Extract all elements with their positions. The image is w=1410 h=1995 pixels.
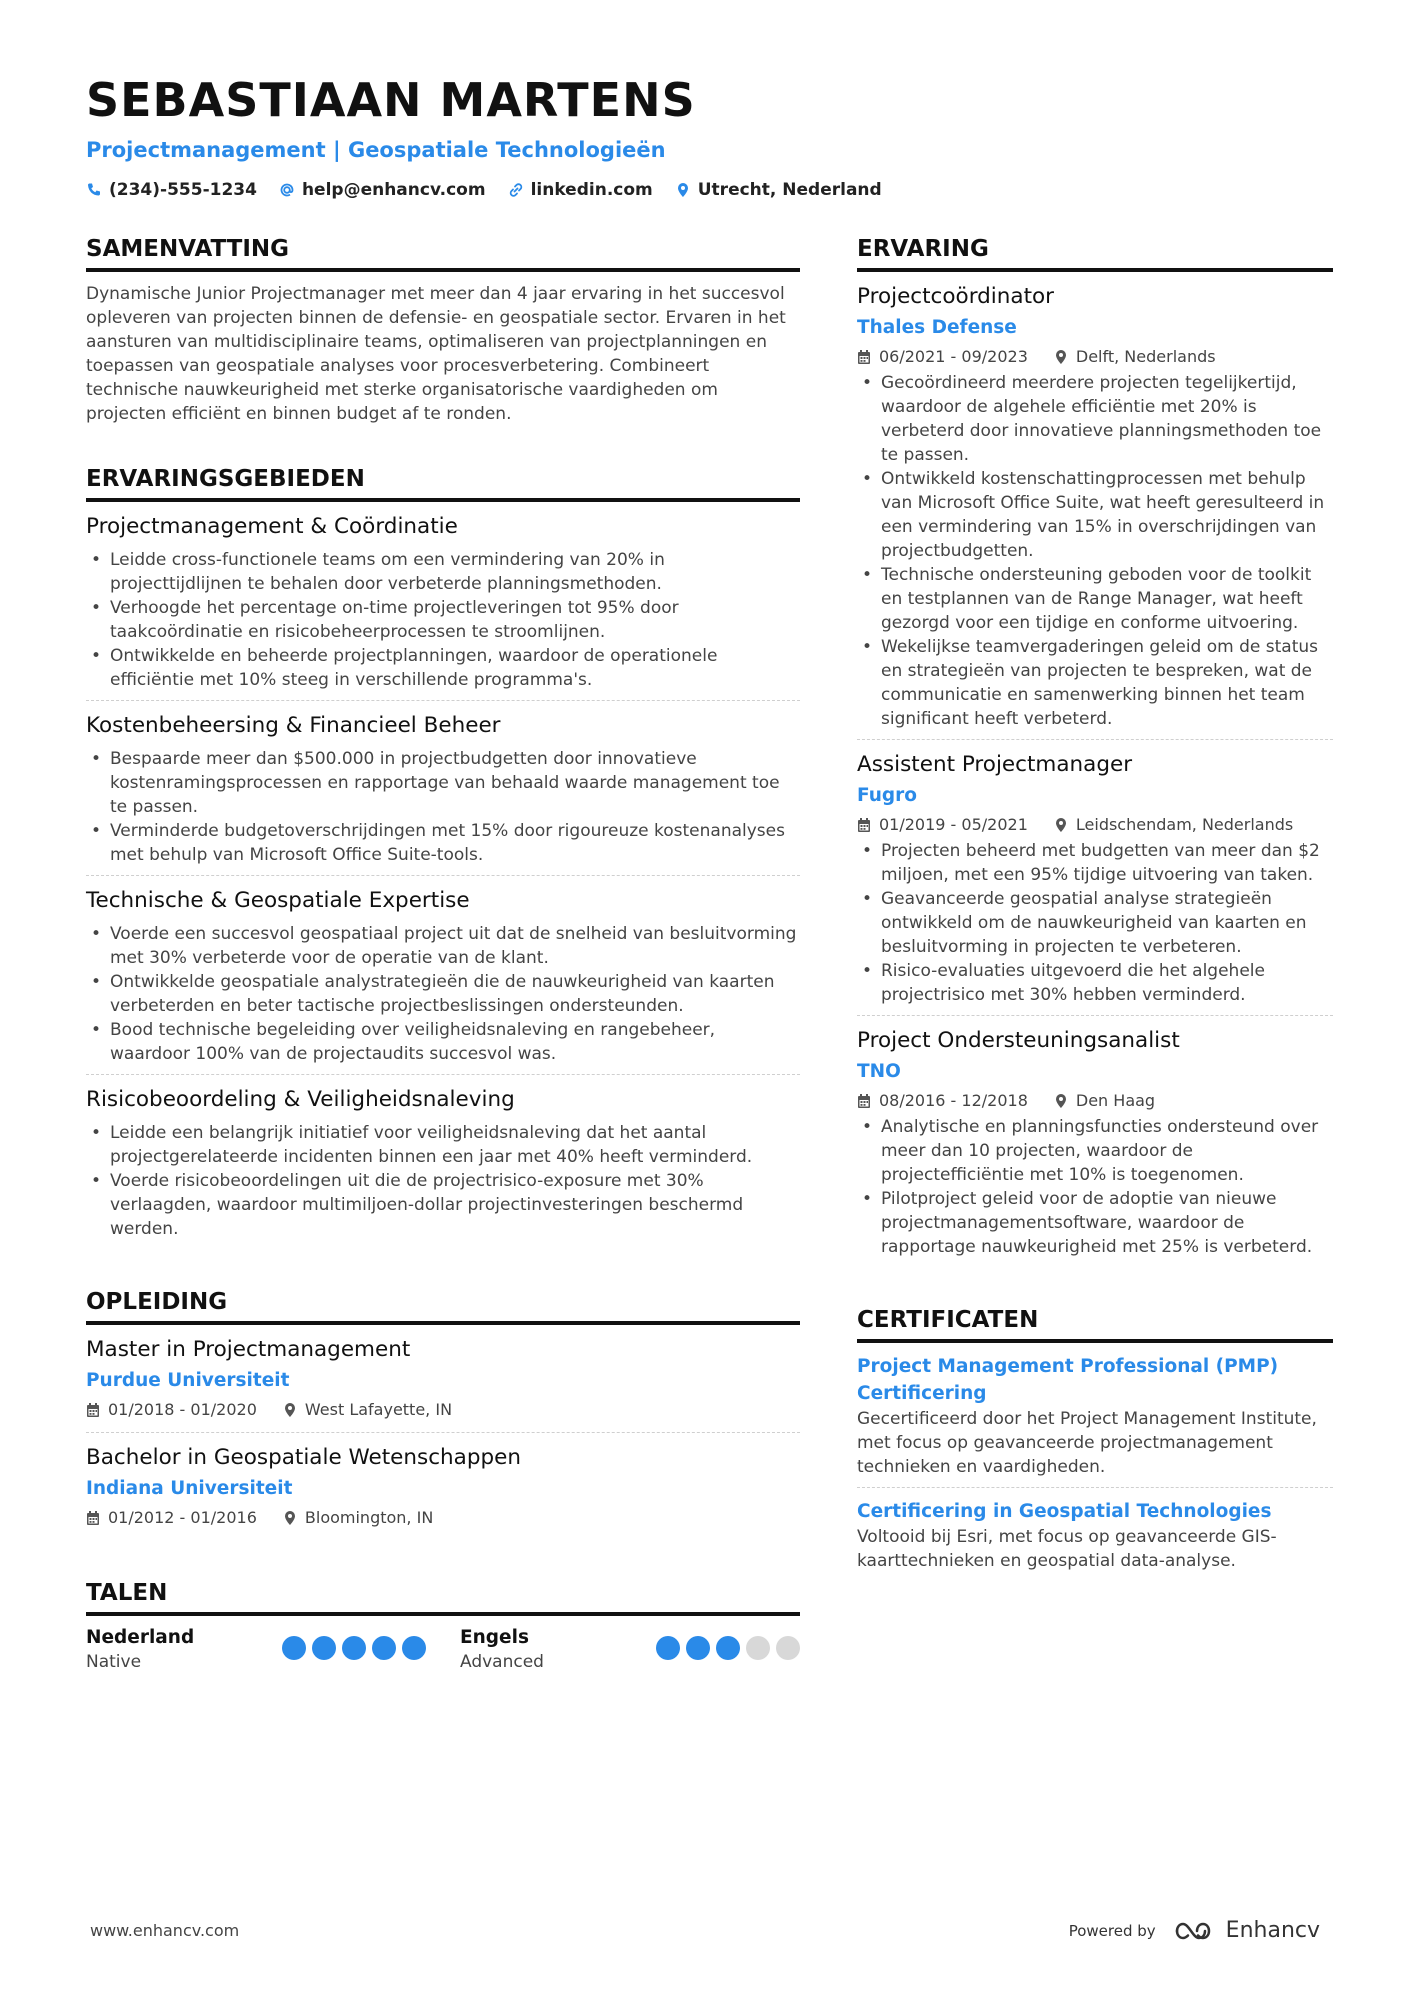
job-title: Projectcoördinator <box>857 284 1054 309</box>
link-icon <box>508 182 524 198</box>
job-meta <box>857 1089 1333 1113</box>
footer-url[interactable]: www.enhancv.com <box>90 1921 240 1940</box>
calendar-icon <box>86 1510 100 1526</box>
language-rating <box>656 1636 800 1674</box>
job-bullets <box>857 1115 1333 1259</box>
dates-text: 06/2021 - 09/2023 <box>879 347 1028 366</box>
degree: Master in Projectmanagement <box>86 1337 411 1362</box>
bullet: • Gecoördineerd meerdere projecten tegelijkertijd, waardoor de algehele efficiëntie met 20% is verbeterd door innovatieve planningsmethoden toe te passen. <box>857 371 1333 467</box>
candidate-name: SEBASTIAAN MARTENS <box>86 73 696 127</box>
certificate-title: Project Management Professional (PMP) Certificering <box>857 1356 1279 1404</box>
calendar-icon <box>86 1402 100 1418</box>
languages-section <box>86 1578 800 1674</box>
brand-name: Enhancv <box>1225 1918 1320 1943</box>
rating-dot-filled <box>342 1636 366 1660</box>
certificates-section <box>857 1305 1333 1581</box>
bullet: • Voerde een succesvol geospatiaal project uit dat de snelheid van besluitvorming met 30% verbeterde voor de operatie van de klant. <box>86 922 800 970</box>
bullet: • Projecten beheerd met budgetten van meer dan $2 miljoen, met een 95% tijdige uitvoering van taken. <box>857 839 1333 887</box>
education-section <box>86 1287 800 1540</box>
area-item <box>86 512 800 701</box>
bullet: • Geavanceerde geospatial analyse strategieën ontwikkeld om de nauwkeurigheid van kaarten en besluitvorming in projecten te verbeteren. <box>857 887 1333 959</box>
linkedin-text: linkedin.com <box>530 180 653 200</box>
education-item <box>86 1443 800 1540</box>
certificate-title: Certificering in Geospatial Technologies <box>857 1501 1272 1522</box>
location-pin-icon <box>283 1402 297 1418</box>
education-meta <box>86 1398 800 1422</box>
area-title: Kostenbeheersing & Financieel Beheer <box>86 713 501 738</box>
location-text: Den Haag <box>1075 1091 1156 1110</box>
job-location <box>1054 1089 1155 1113</box>
left-column <box>86 234 800 1712</box>
summary-section <box>86 234 800 426</box>
date-range <box>86 1506 257 1530</box>
bullet: • Verhoogde het percentage on-time projectleveringen tot 95% door taakcoördinatie en risicobeheerprocessen te stroomlijnen. <box>86 596 800 644</box>
rating-dot-filled <box>716 1636 740 1660</box>
school-location <box>283 1506 433 1530</box>
date-range <box>857 1089 1028 1113</box>
bullet: • Ontwikkelde en beheerde projectplanningen, waardoor de operationele efficiëntie met 10% steeg in verschillende programma's. <box>86 644 800 692</box>
school: Purdue Universiteit <box>86 1370 290 1391</box>
contact-email[interactable] <box>279 180 486 200</box>
experience-item <box>857 750 1333 1016</box>
location-pin-icon <box>283 1510 297 1526</box>
area-bullets <box>86 1121 800 1241</box>
degree: Bachelor in Geospatiale Wetenschappen <box>86 1445 521 1470</box>
summary-heading: SAMENVATTING <box>86 234 800 272</box>
rating-dot-filled <box>656 1636 680 1660</box>
area-bullets <box>86 747 800 867</box>
contact-bar <box>86 180 1326 200</box>
date-range <box>857 345 1028 369</box>
bullet: • Leidde een belangrijk initiatief voor veiligheidsnaleving dat het aantal projectgerelateerde incidenten binnen een jaar met 40% heeft verminderd. <box>86 1121 800 1169</box>
rating-dot-filled <box>312 1636 336 1660</box>
dates-text: 01/2019 - 05/2021 <box>879 815 1028 834</box>
location-pin-icon <box>1054 349 1068 365</box>
bullet: • Analytische en planningsfuncties ondersteund over meer dan 10 projecten, waardoor de projectefficiëntie met 10% is toegenomen. <box>857 1115 1333 1187</box>
location-text: Leidschendam, Nederlands <box>1075 815 1294 834</box>
certificate-item <box>857 1498 1333 1581</box>
location-pin-icon <box>1054 817 1068 833</box>
school-location <box>283 1398 452 1422</box>
education-heading: OPLEIDING <box>86 1287 800 1325</box>
experience-item <box>857 282 1333 740</box>
dates-text: 08/2016 - 12/2018 <box>879 1091 1028 1110</box>
job-bullets <box>857 371 1333 731</box>
education-meta <box>86 1506 800 1530</box>
dates-text: 01/2018 - 01/2020 <box>108 1400 257 1419</box>
rating-dot-empty <box>746 1636 770 1660</box>
experience-item <box>857 1026 1333 1267</box>
bullet: • Risico-evaluaties uitgevoerd die het algehele projectrisico met 30% hebben verminderd. <box>857 959 1333 1007</box>
bullet: • Wekelijkse teamvergaderingen geleid om de status en strategieën van projecten te bespreken, wat de communicatie en samenwerking binnen het team significant heeft verbeterd. <box>857 635 1333 731</box>
area-title: Projectmanagement & Coördinatie <box>86 514 458 539</box>
page-footer <box>90 1918 1320 1943</box>
job-bullets <box>857 839 1333 1007</box>
dates-text: 01/2012 - 01/2016 <box>108 1508 257 1527</box>
phone-text: (234)-555-1234 <box>109 180 257 200</box>
rating-dot-filled <box>402 1636 426 1660</box>
rating-dot-empty <box>776 1636 800 1660</box>
experience-section <box>857 234 1333 1267</box>
experience-heading: ERVARING <box>857 234 1333 272</box>
areas-heading: ERVARINGSGEBIEDEN <box>86 464 800 502</box>
contact-linkedin[interactable] <box>508 180 653 200</box>
languages-heading: TALEN <box>86 1578 800 1616</box>
area-item <box>86 1085 800 1249</box>
resume-header <box>86 72 1326 200</box>
company-name: Thales Defense <box>857 317 1017 338</box>
calendar-icon <box>857 817 871 833</box>
enhancv-logo-icon <box>1174 1920 1220 1942</box>
brand-logo[interactable] <box>1174 1918 1320 1943</box>
area-item <box>86 711 800 876</box>
location-text: Utrecht, Nederland <box>697 180 882 200</box>
language-item <box>86 1626 426 1674</box>
company-name: Fugro <box>857 785 917 806</box>
school: Indiana Universiteit <box>86 1478 293 1499</box>
date-range <box>857 813 1028 837</box>
bullet: • Bespaarde meer dan $500.000 in projectbudgetten door innovatieve kostenramingsprocessen en rapportage van behaald waarde management toe te passen. <box>86 747 800 819</box>
right-column <box>857 234 1333 1619</box>
job-meta <box>857 813 1333 837</box>
powered-by-label: Powered by <box>1068 1921 1156 1940</box>
location-text: Bloomington, IN <box>304 1508 434 1527</box>
language-level: Native <box>86 1652 142 1672</box>
language-level: Advanced <box>460 1652 544 1672</box>
certificate-description: Gecertificeerd door het Project Management Institute, met focus op geavanceerde projectmanagement technieken en vaardigheden. <box>857 1409 1317 1477</box>
job-location <box>1054 345 1216 369</box>
certificate-item <box>857 1353 1333 1488</box>
bullet: • Ontwikkelde geospatiale analystrategieën die de nauwkeurigheid van kaarten verbeterden en beter tactische projectbeslissingen ondersteunden. <box>86 970 800 1018</box>
bullet: • Ontwikkeld kostenschattingprocessen met behulp van Microsoft Office Suite, wat heeft geresulteerd in een vermindering van 15% in overschrijdingen van projectbudgetten. <box>857 467 1333 563</box>
company-name: TNO <box>857 1061 901 1082</box>
job-location <box>1054 813 1293 837</box>
language-name: Engels <box>460 1627 529 1648</box>
location-pin-icon <box>1054 1093 1068 1109</box>
job-title: Project Ondersteuningsanalist <box>857 1028 1180 1053</box>
bullet: • Technische ondersteuning geboden voor de toolkit en testplannen van de Range Manager, wat heeft gezorgd voor een tijdige en conforme uitvoering. <box>857 563 1333 635</box>
location-pin-icon <box>675 182 691 198</box>
area-bullets <box>86 548 800 692</box>
job-meta <box>857 345 1333 369</box>
bullet: • Verminderde budgetoverschrijdingen met 15% door rigoureuze kostenanalyses met behulp van Microsoft Office Suite-tools. <box>86 819 800 867</box>
area-title: Risicobeoordeling & Veiligheidsnaleving <box>86 1087 515 1112</box>
phone-icon <box>86 182 102 198</box>
location-text: West Lafayette, IN <box>304 1400 453 1419</box>
bullet: • Pilotproject geleid voor de adoptie van nieuwe projectmanagementsoftware, waardoor de rapportage nauwkeurigheid met 25% is verbeterd. <box>857 1187 1333 1259</box>
date-range <box>86 1398 257 1422</box>
rating-dot-filled <box>686 1636 710 1660</box>
area-title: Technische & Geospatiale Expertise <box>86 888 470 913</box>
language-name: Nederland <box>86 1627 195 1648</box>
rating-dot-filled <box>372 1636 396 1660</box>
areas-section <box>86 464 800 1249</box>
area-item <box>86 886 800 1075</box>
at-icon <box>279 182 295 198</box>
calendar-icon <box>857 349 871 365</box>
rating-dot-filled <box>282 1636 306 1660</box>
location-text: Delft, Nederlands <box>1075 347 1216 366</box>
contact-phone[interactable] <box>86 180 257 200</box>
language-item <box>460 1626 800 1674</box>
contact-location <box>675 180 882 200</box>
certificates-heading: CERTIFICATEN <box>857 1305 1333 1343</box>
bullet: • Bood technische begeleiding over veiligheidsnaleving en rangebeheer, waardoor 100% van de projectaudits succesvol was. <box>86 1018 800 1066</box>
education-item <box>86 1335 800 1433</box>
certificate-description: Voltooid bij Esri, met focus op geavanceerde GIS-kaarttechnieken en geospatial data-analyse. <box>857 1527 1277 1571</box>
email-text: help@enhancv.com <box>301 180 486 200</box>
candidate-title: Projectmanagement | Geospatiale Technologieën <box>86 138 666 162</box>
footer-branding <box>1069 1918 1320 1943</box>
job-title: Assistent Projectmanager <box>857 752 1133 777</box>
calendar-icon <box>857 1093 871 1109</box>
bullet: • Leidde cross-functionele teams om een vermindering van 20% in projecttijdlijnen te behalen door verbeterde planningsmethoden. <box>86 548 800 596</box>
bullet: • Voerde risicobeoordelingen uit die de projectrisico-exposure met 30% verlaagden, waardoor multimiljoen-dollar projectinvesteringen beschermd werden. <box>86 1169 800 1241</box>
language-list <box>86 1626 800 1674</box>
summary-text: Dynamische Junior Projectmanager met meer dan 4 jaar ervaring in het succesvol opleveren van projecten binnen de defensie- en geospatiale sector. Ervaren in het aansturen van multidisciplinaire teams, optimaliseren van projectplanningen en toepassen van geospatiale analyses voor procesverbetering. Combineert technische nauwkeurigheid met sterke organisatorische vaardigheden om projecten efficiënt en binnen budget af te ronden. <box>86 284 786 424</box>
language-rating <box>282 1636 426 1674</box>
area-bullets <box>86 922 800 1066</box>
